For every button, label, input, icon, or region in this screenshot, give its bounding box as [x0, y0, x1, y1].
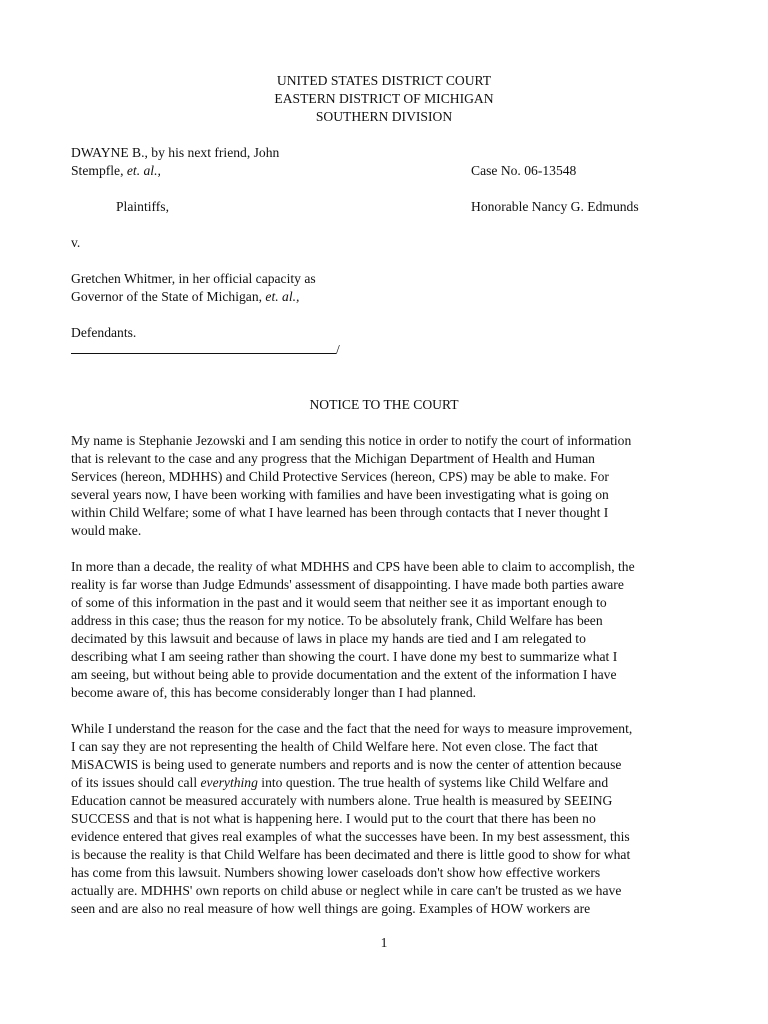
paragraph-line: would make.	[71, 523, 142, 538]
defendant-name-line1: Gretchen Whitmer, in her official capacity as	[71, 271, 316, 286]
defendants-label: Defendants.	[71, 325, 137, 340]
defendant-name-line2-text: Governor of the State of Michigan,	[71, 289, 266, 304]
page-number: 1	[380, 935, 388, 950]
paragraph-line: become aware of, this has become considerably longer than I had planned.	[71, 685, 477, 700]
paragraph-3	[71, 720, 705, 918]
paragraph-line: address in this case; thus the reason for my notice. To be absolutely frank, Child Welfare has been	[71, 613, 603, 628]
paragraph-line	[71, 774, 705, 792]
paragraph-line: Education cannot be measured accurately with numbers alone. True health is measured by SEEING	[71, 793, 613, 808]
paragraph-line-text: of its issues should call	[71, 775, 201, 790]
court-name: UNITED STATES DISTRICT COURT	[276, 73, 492, 88]
case-number: Case No. 06-13548	[471, 163, 577, 178]
paragraph-line: While I understand the reason for the case and the fact that the need for ways to measure improvement,	[71, 721, 633, 736]
paragraph-line: SUCCESS and that is not what is happening here. I would put to the court that there has been no	[71, 811, 596, 826]
paragraph-line: In more than a decade, the reality of what MDHHS and CPS have been able to claim to accomplish, the	[71, 559, 635, 574]
court-header	[0, 72, 768, 126]
defendant-et-al: et. al.,	[265, 289, 300, 304]
caption-rule	[71, 340, 340, 359]
plaintiff-name-line2	[71, 162, 161, 180]
paragraph-line: decimated by this lawsuit and because of laws in place my hands are tied and I am relegated to	[71, 631, 586, 646]
paragraph-line: My name is Stephanie Jezowski and I am sending this notice in order to notify the court of information	[71, 433, 632, 448]
paragraph-2	[71, 558, 705, 702]
paragraph-line: evidence entered that gives real examples of what the successes have been. In my best assessment, this	[71, 829, 630, 844]
plaintiff-name-line1: DWAYNE B., by his next friend, John	[71, 145, 280, 160]
plaintiffs-label: Plaintiffs,	[116, 199, 169, 214]
defendant-name-line2	[71, 288, 299, 306]
caption-underline	[71, 340, 336, 354]
paragraph-line: seen and are also no real measure of how well things are going. Examples of HOW workers are	[71, 901, 591, 916]
versus-label: v.	[71, 235, 81, 250]
paragraph-line: describing what I am seeing rather than showing the court. I have done my best to summarize what I	[71, 649, 618, 664]
judge-name: Honorable Nancy G. Edmunds	[471, 199, 639, 214]
paragraph-1	[71, 432, 705, 540]
paragraph-line-text: into question. The true health of systems like Child Welfare and	[257, 775, 609, 790]
paragraph-line: several years now, I have been working with families and have been investigating what is going on	[71, 487, 609, 502]
paragraph-line: am seeing, but without being able to provide documentation and the extent of the information I have	[71, 667, 617, 682]
district-name: EASTERN DISTRICT OF MICHIGAN	[274, 91, 494, 106]
division-name: SOUTHERN DIVISION	[315, 109, 453, 124]
notice-title: NOTICE TO THE COURT	[309, 397, 459, 412]
paragraph-line: actually are. MDHHS' own reports on child abuse or neglect while in care can't be trusted as we have	[71, 883, 622, 898]
emphasis-everything: everything	[200, 775, 258, 790]
paragraph-line: reality is far worse than Judge Edmunds' assessment of disappointing. I have made both parties aware	[71, 577, 624, 592]
paragraph-line: I can say they are not representing the health of Child Welfare here. Not even close. The fact that	[71, 739, 598, 754]
paragraph-line: has come from this lawsuit. Numbers showing lower caseloads don't show how effective workers	[71, 865, 601, 880]
plaintiff-name-line2-text: Stempfle,	[71, 163, 127, 178]
paragraph-line: is because the reality is that Child Welfare has been decimated and there is little good to show for what	[71, 847, 631, 862]
paragraph-line: MiSACWIS is being used to generate numbers and reports and is now the center of attention because	[71, 757, 622, 772]
paragraph-line: that is relevant to the case and any progress that the Michigan Department of Health and Human	[71, 451, 595, 466]
caption-slash: /	[336, 342, 340, 357]
plaintiff-et-al: et. al.,	[126, 163, 161, 178]
paragraph-line: Services (hereon, MDHHS) and Child Protective Services (hereon, CPS) may be able to make. For	[71, 469, 609, 484]
paragraph-3-rest	[71, 792, 705, 918]
paragraph-line: within Child Welfare; some of what I have learned has been through contacts that I never thought I	[71, 505, 609, 520]
notice-body	[71, 432, 705, 936]
paragraph-line: of some of this information in the past and it would seem that neither see it as important enough to	[71, 595, 607, 610]
